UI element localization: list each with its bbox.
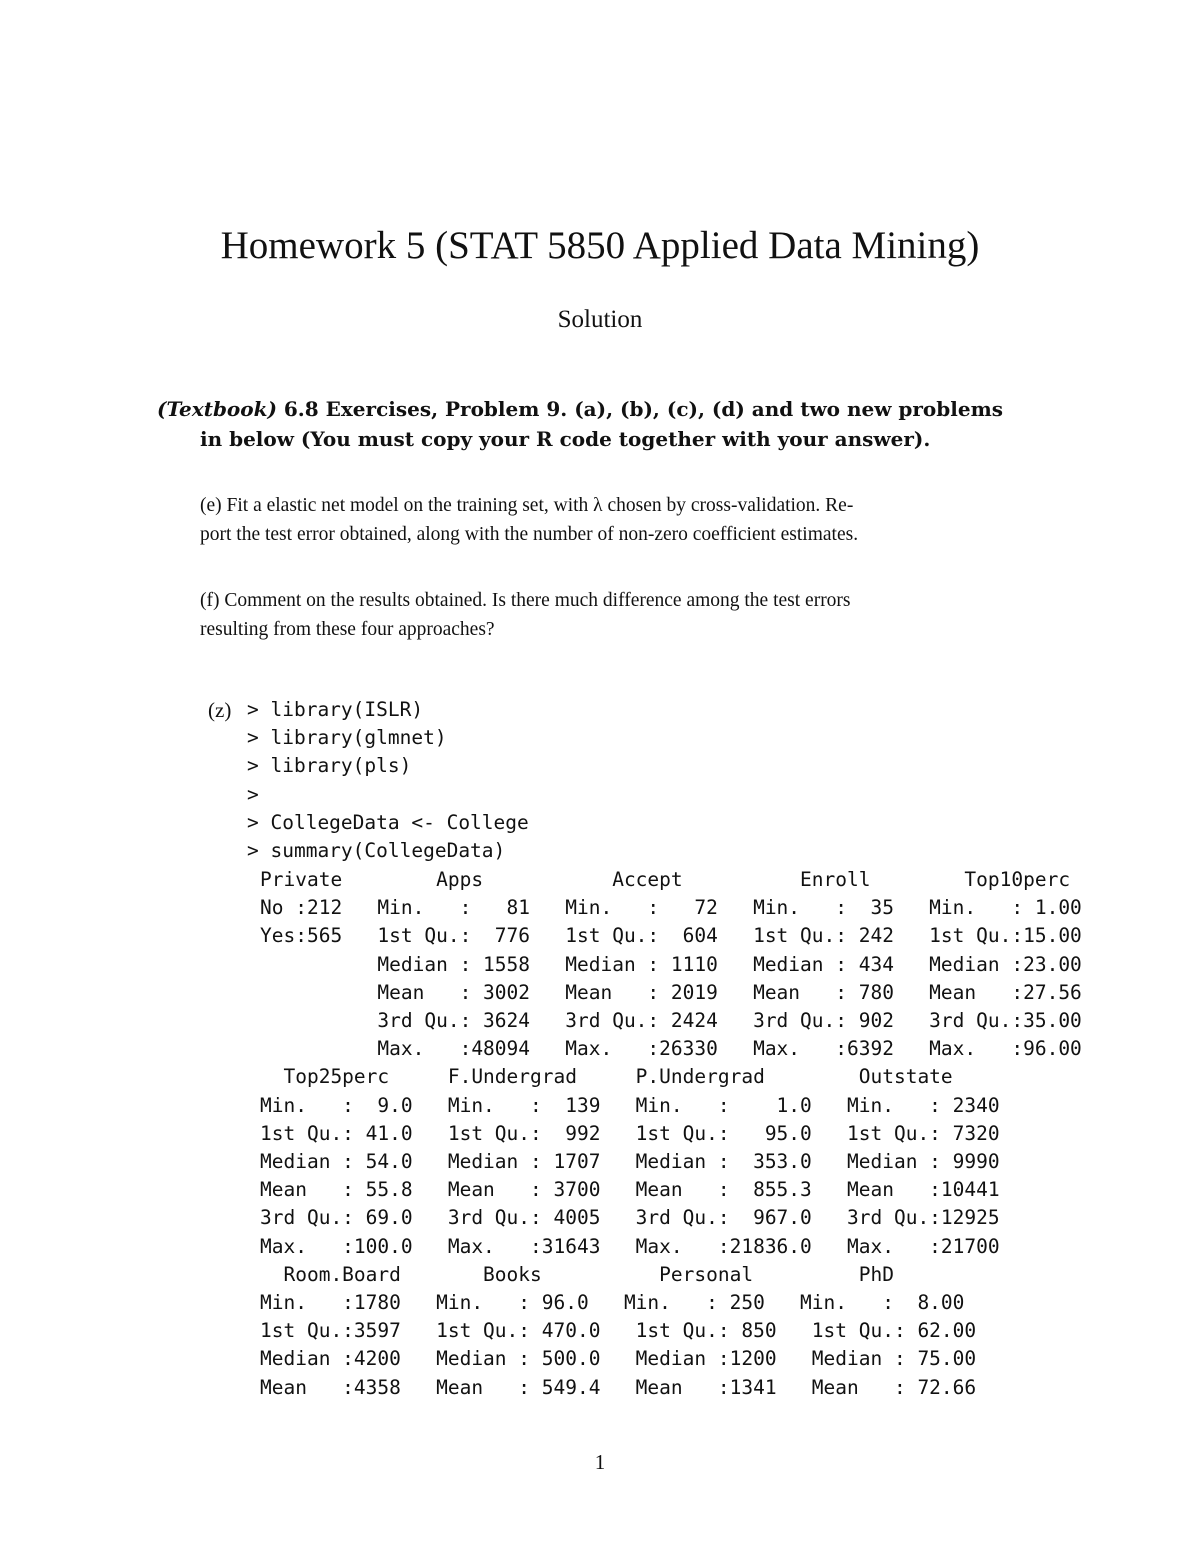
output-line: 3rd Qu.: 3624 3rd Qu.: 2424 3rd Qu.: 902 3rd Qu.:35.00	[260, 1009, 1082, 1033]
output-line: Max. :100.0 Max. :31643 Max. :21836.0 Max. :21700	[260, 1234, 1000, 1258]
document-title: Homework 5 (STAT 5850 Applied Data Mining)	[220, 224, 980, 267]
part-f-line-1: (f) Comment on the results obtained. Is there much difference among the test errors	[200, 590, 851, 611]
output-line: Private Apps Accept Enroll Top10perc	[260, 868, 1071, 891]
output-line: Mean : 55.8 Mean : 3700 Mean : 855.3 Mean :10441	[260, 1178, 1000, 1202]
output-line: Room.Board Books Personal PhD	[260, 1262, 894, 1286]
problem-statement	[157, 394, 1072, 454]
output-line: 1st Qu.: 41.0 1st Qu.: 992 1st Qu.: 95.0 1st Qu.: 7320	[260, 1121, 1000, 1145]
output-line: 3rd Qu.: 69.0 3rd Qu.: 4005 3rd Qu.: 967.0 3rd Qu.:12925	[260, 1206, 1000, 1230]
code-line: > library(pls)	[247, 754, 412, 778]
output-line: Min. : 9.0 Min. : 139 Min. : 1.0 Min. : 2340	[260, 1093, 1000, 1117]
output-line: Median : 1558 Median : 1110 Median : 434 Median :23.00	[260, 952, 1082, 976]
output-line: Min. :1780 Min. : 96.0 Min. : 250 Min. : 8.00	[260, 1291, 965, 1315]
part-f-paragraph	[200, 586, 1070, 644]
output-line: Top25perc F.Undergrad P.Undergrad Outstate	[260, 1065, 953, 1089]
page-number: 1	[594, 1450, 606, 1474]
code-line: >	[247, 782, 259, 806]
output-line: Median : 54.0 Median : 1707 Median : 353.0 Median : 9990	[260, 1150, 1000, 1174]
output-line: Mean :4358 Mean : 549.4 Mean :1341 Mean : 72.66	[260, 1375, 977, 1399]
output-line: Max. :48094 Max. :26330 Max. :6392 Max. :96.00	[260, 1037, 1082, 1061]
part-e-paragraph	[200, 491, 1070, 549]
problem-prefix: (Textbook)	[157, 397, 277, 421]
part-e-line-1: (e) Fit a elastic net model on the training set, with λ chosen by cross-validation. Re-	[200, 495, 854, 516]
output-line: No :212 Min. : 81 Min. : 72 Min. : 35 Min. : 1.00	[260, 896, 1082, 920]
part-e-line-2: port the test error obtained, along with the number of non-zero coefficient estimates.	[200, 524, 859, 545]
part-f-line-2: resulting from these four approaches?	[200, 619, 495, 640]
output-line: 1st Qu.:3597 1st Qu.: 470.0 1st Qu.: 850 1st Qu.: 62.00	[260, 1319, 977, 1343]
output-line: Median :4200 Median : 500.0 Median :1200 Median : 75.00	[260, 1347, 977, 1371]
problem-line-1: 6.8 Exercises, Problem 9. (a), (b), (c), (d) and two new problems	[276, 397, 1003, 421]
code-line: > summary(CollegeData)	[247, 839, 506, 863]
output-line: Mean : 3002 Mean : 2019 Mean : 780 Mean :27.56	[260, 980, 1082, 1004]
output-line: Yes:565 1st Qu.: 776 1st Qu.: 604 1st Qu.: 242 1st Qu.:15.00	[260, 924, 1082, 948]
code-label: (z)	[208, 698, 232, 722]
r-summary-output	[260, 866, 1082, 1402]
code-line: > library(ISLR)	[247, 698, 424, 721]
code-line: > library(glmnet)	[247, 726, 447, 750]
r-code-block	[247, 696, 529, 865]
problem-line-2: in below (You must copy your R code together with your answer).	[200, 427, 931, 451]
code-line: > CollegeData <- College	[247, 810, 529, 834]
document-subtitle: Solution	[557, 306, 643, 333]
